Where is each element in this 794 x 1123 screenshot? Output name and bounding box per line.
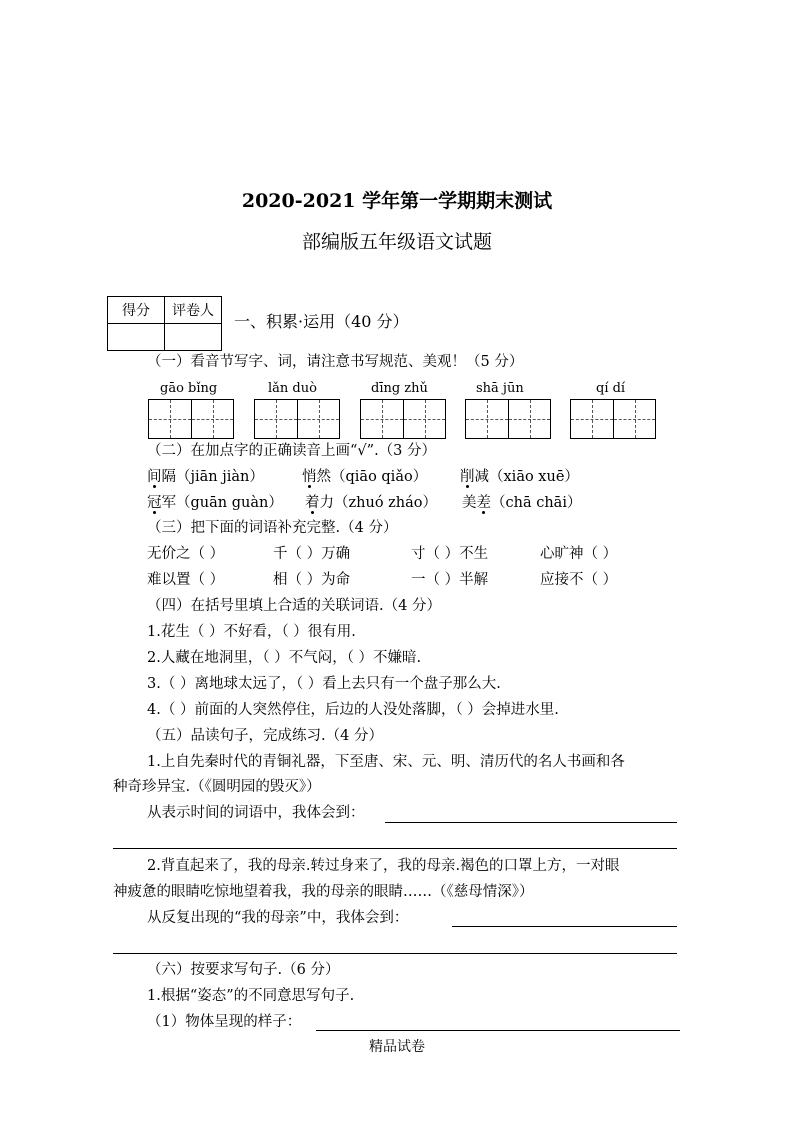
q3-blank-7[interactable]: 一（ ）半解 xyxy=(411,572,489,588)
q2-item-2[interactable]: 悄然（qiāo qiǎo） xyxy=(302,469,428,485)
answer-line-1a[interactable] xyxy=(385,822,677,823)
answer-line-3[interactable] xyxy=(316,1030,680,1031)
pinyin-4: shā jūn xyxy=(476,381,524,396)
q2-item-3[interactable]: 削减（xiāo xuē） xyxy=(460,469,579,485)
q4-item-1[interactable]: 1.花生（ ）不好看，（ ）很有用. xyxy=(147,624,356,640)
q3-blank-3[interactable]: 寸（ ）不生 xyxy=(411,546,489,562)
writing-grid-1[interactable] xyxy=(148,399,234,439)
score-cell[interactable] xyxy=(108,324,165,351)
writing-grid-3[interactable] xyxy=(360,399,446,439)
q3-blank-2[interactable]: 千（ ）万确 xyxy=(273,546,351,562)
writing-grid-4[interactable] xyxy=(465,399,551,439)
q6-item-1: 1.根据“姿态”的不同意思写句子. xyxy=(147,988,355,1004)
pinyin-5: qí dí xyxy=(596,381,626,396)
q5-prompt-2: 从反复出现的“我的母亲”中，我体会到： xyxy=(147,910,409,926)
q3-blank-5[interactable]: 难以置（ ） xyxy=(147,572,225,588)
writing-grid-2[interactable] xyxy=(254,399,340,439)
writing-grid-5[interactable] xyxy=(570,399,656,439)
pinyin-1: gāo bǐng xyxy=(160,381,218,396)
q2-item-6[interactable]: 美差（chā chāi） xyxy=(462,495,582,511)
q5-title: （五）品读句子，完成练习.（4 分） xyxy=(147,728,383,744)
answer-line-1b[interactable] xyxy=(113,848,677,849)
score-table xyxy=(107,296,222,351)
footer-label: 精品试卷 xyxy=(369,1039,425,1055)
q3-blank-8[interactable]: 应接不（ ） xyxy=(540,572,618,588)
q5-sentence2-line1: 2.背直起来了，我的母亲.转过身来了，我的母亲.褐色的口罩上方，一对眼 xyxy=(147,858,620,874)
grader-label: 评卷人 xyxy=(165,297,222,324)
q3-title: （三）把下面的词语补充完整.（4 分） xyxy=(147,520,398,536)
answer-line-2b[interactable] xyxy=(113,953,677,954)
q2-title: （二）在加点字的正确读音上画“√”.（3 分） xyxy=(147,443,437,459)
q5-sentence1-line2: 种奇珍异宝.（《圆明园的毁灭》） xyxy=(113,779,321,795)
exam-subtitle: 部编版五年级语文试题 xyxy=(301,231,492,253)
answer-line-2a[interactable] xyxy=(452,926,677,927)
q5-prompt-1: 从表示时间的词语中，我体会到： xyxy=(147,805,365,821)
q3-blank-6[interactable]: 相（ ）为命 xyxy=(273,572,351,588)
q4-title: （四）在括号里填上合适的关联词语.（4 分） xyxy=(147,598,441,614)
q4-item-2[interactable]: 2.人藏在地洞里，（ ）不气闷，（ ）不嫌暗. xyxy=(147,650,422,666)
q2-item-5[interactable]: 着力（zhuó zháo） xyxy=(305,495,438,511)
pinyin-3: dīng zhǔ xyxy=(371,381,428,396)
q2-item-1[interactable]: 间隔（jiān jiàn） xyxy=(147,469,264,485)
q6-sub-1: （1）物体呈现的样子： xyxy=(147,1014,302,1030)
q6-title: （六）按要求写句子.（6 分） xyxy=(147,962,340,978)
pinyin-2: lǎn duò xyxy=(268,381,317,396)
score-label: 得分 xyxy=(108,297,165,324)
q4-item-3[interactable]: 3.（ ）离地球太远了，（ ）看上去只有一个盘子那么大. xyxy=(147,676,501,692)
q5-sentence1-line1: 1.上自先秦时代的青铜礼器，下至唐、宋、元、明、清历代的名人书画和各 xyxy=(147,754,625,770)
q3-blank-1[interactable]: 无价之（ ） xyxy=(147,546,225,562)
section-heading: 一、积累·运用（40 分） xyxy=(234,312,409,331)
exam-title: 2020-2021 学年第一学期期末测试 xyxy=(241,190,553,212)
q5-sentence2-line2: 神疲惫的眼睛吃惊地望着我，我的母亲的眼睛……（《慈母情深》） xyxy=(113,884,534,900)
q2-item-4[interactable]: 冠军（guān guàn） xyxy=(147,495,283,511)
q3-blank-4[interactable]: 心旷神（ ） xyxy=(540,546,618,562)
grader-cell[interactable] xyxy=(165,324,222,351)
q4-item-4[interactable]: 4.（ ）前面的人突然停住，后边的人没处落脚，（ ）会掉进水里. xyxy=(147,702,559,718)
q1-title: （一）看音节写字、词，请注意书写规范、美观！（5 分） xyxy=(147,354,524,370)
